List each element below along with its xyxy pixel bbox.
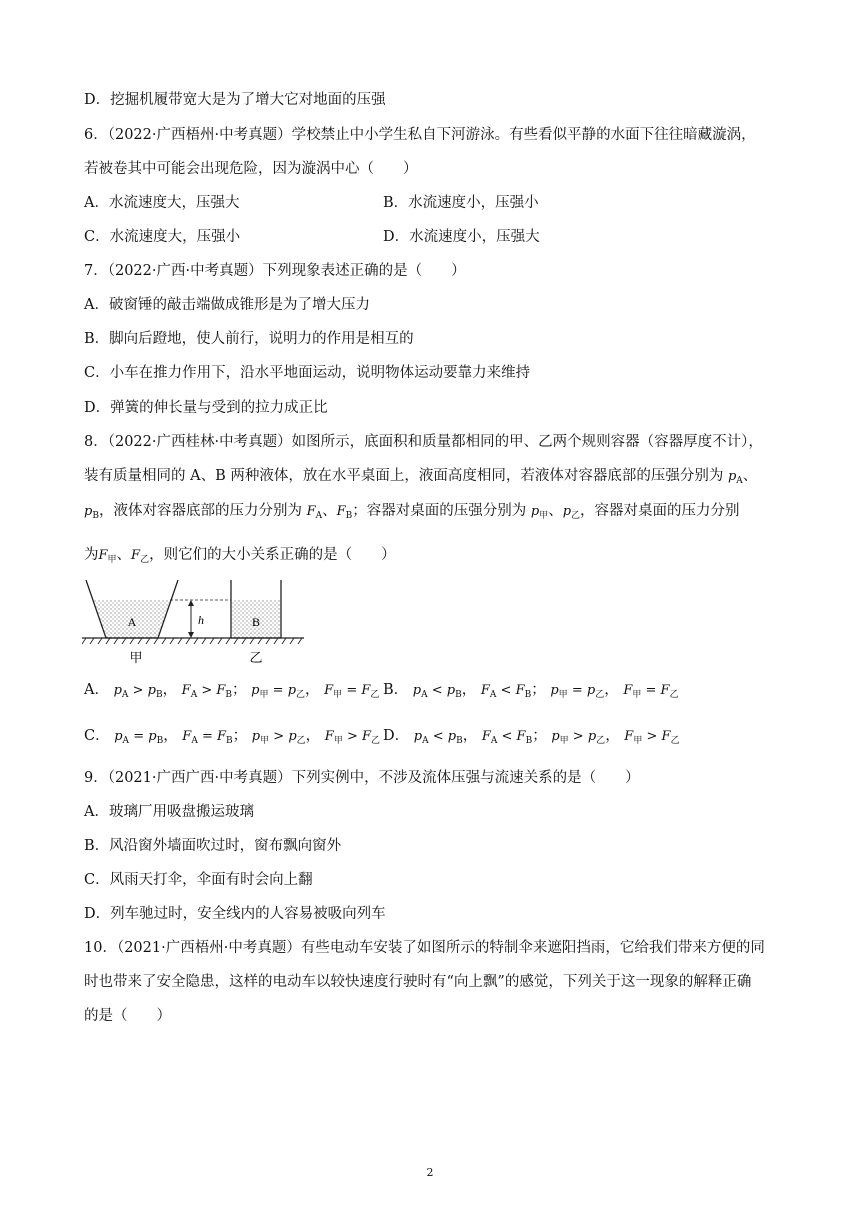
ground-hatch [82, 638, 302, 644]
q10-stem-line1: 10．（2021·广西梧州·中考真题）有些电动车安装了如图所示的特制伞来遮阳挡雨，它给我们带来方便的同 [84, 940, 765, 956]
q9-option-b: B．风沿窗外墙面吹过时，窗布飘向窗外 [84, 838, 342, 854]
label-b: B [251, 615, 261, 629]
q7-option-a: A．破窗锤的敲击端做成锥形是为了增大压力 [84, 297, 370, 313]
q8-figure [82, 576, 318, 672]
q8-stem-line4: 为$F_甲$、$F_乙$，则它们的大小关系正确的是（ ） [84, 547, 396, 565]
q7-option-c: C．小车在推力作用下，沿水平地面运动，说明物体运动要靠力来维持 [84, 365, 531, 381]
q6-option-d: D．水流速度小，压强大 [383, 229, 540, 245]
q8-option-d: D． $p_A < p_B$， $F_A < F_B$； $p_甲 > p_乙$， $F_甲 > F_乙$ [383, 728, 680, 746]
q10-stem-line2: 时也带来了安全隐患，这样的电动车以较快速度行驶时有“向上飘”的感觉，下列关于这一现象的解释正确 [84, 974, 752, 990]
q8-stem-line2: 装有质量相同的 A、B 两种液体，放在水平桌面上，液面高度相同，若液体对容器底部的压强分别为 $p_A$、 [84, 468, 758, 486]
q8-stem-line1: 8．（2022·广西桂林·中考真题）如图所示，底面积和质量都相同的甲、乙两个规则容器（容器厚度不计）， [84, 434, 763, 450]
label-jia: 甲 [129, 651, 143, 666]
q8-option-c: C． $p_A = p_B$， $F_A = F_B$； $p_甲 > p_乙$， $F_甲 > F_乙$ [84, 728, 381, 746]
q9-option-a: A．玻璃厂用吸盘搬运玻璃 [84, 804, 254, 820]
q8-option-b: B． $p_A < p_B$， $F_A < F_B$； $p_甲 = p_乙$， $F_甲 = F_乙$ [383, 682, 679, 700]
q6-option-c: C．水流速度大，压强小 [84, 229, 241, 245]
q5-option-d: D．挖掘机履带宽大是为了增大它对地面的压强 [84, 92, 386, 108]
label-h: h [198, 613, 204, 627]
q9-stem: 9．（2021·广西广西·中考真题）下列实例中，不涉及流体压强与流速关系的是（ ） [84, 770, 640, 786]
q10-stem-line3: 的是（ ） [84, 1008, 171, 1024]
q6-option-b: B．水流速度小，压强小 [383, 195, 539, 211]
label-a: A [127, 615, 137, 629]
q7-stem: 7．（2022·广西·中考真题）下列现象表述正确的是（ ） [84, 263, 466, 279]
q6-option-a: A．水流速度大，压强大 [84, 195, 240, 211]
q8-stem-line3: $p_B$，液体对容器底部的压力分别为 $F_A$、$F_B$；容器对桌面的压强分别为 $p_甲$、$p_乙$，容器对桌面的压力分别 [84, 503, 740, 521]
q9-option-d: D．列车驰过时，安全线内的人容易被吸向列车 [84, 906, 386, 922]
q6-stem-line1: 6．（2022·广西梧州·中考真题）学校禁止中小学生私自下河游泳。有些看似平静的水面下往往暗藏漩涡， [84, 127, 756, 143]
containers-diagram [82, 576, 318, 668]
q8-stem-line2-text: 装有质量相同的 A、B 两种液体，放在水平桌面上，液面高度相同，若液体对容器底部的压强分别为 [84, 468, 724, 484]
q6-stem-line2: 若被卷其中可能会出现危险，因为漩涡中心（ ） [84, 161, 418, 177]
q7-option-d: D．弹簧的伸长量与受到的拉力成正比 [84, 400, 328, 416]
label-yi: 乙 [249, 651, 263, 666]
q9-option-c: C．风雨天打伞，伞面有时会向上翻 [84, 872, 313, 888]
q7-option-b: B．脚向后蹬地，使人前行，说明力的作用是相互的 [84, 331, 414, 347]
page-number: 2 [426, 1166, 434, 1179]
q8-option-a: A． $p_A > p_B$， $F_A > F_B$； $p_甲 = p_乙$， $F_甲 = F_乙$ [84, 682, 380, 700]
